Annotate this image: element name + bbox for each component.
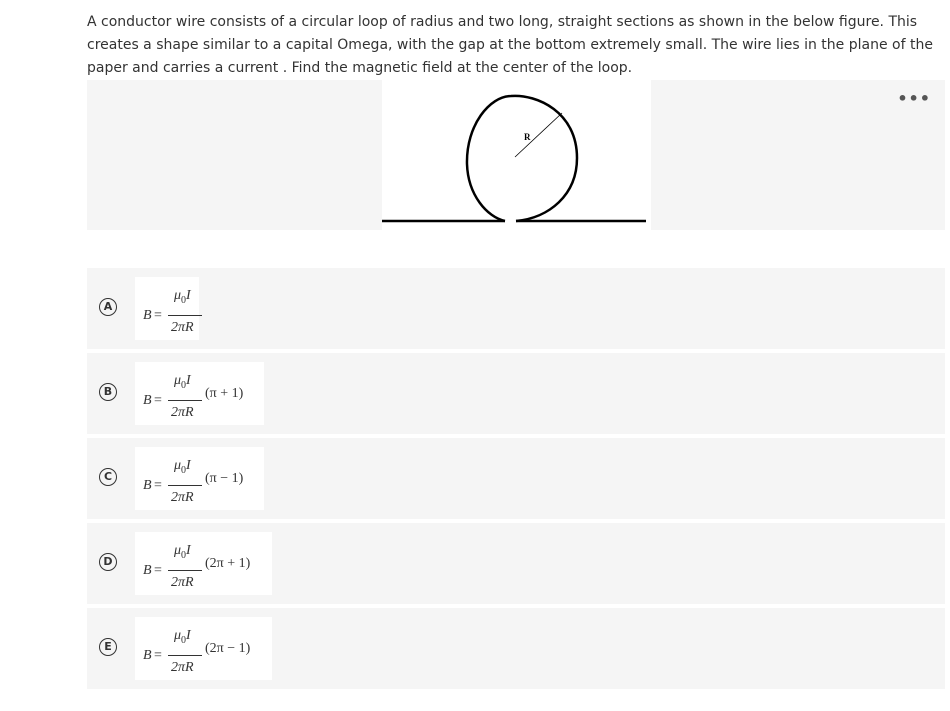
formula-denominator: 2πR [171,320,194,335]
formula-numerator: $\mu_0I$ [174,288,191,306]
formula-factor: (2π − 1) [205,641,251,656]
option-formula [135,532,272,595]
question-text: A conductor wire consists of a circular loop of radius and two long, straight sections as shown in the below figure. This creates a shape similar to a capital Omega, with the gap at the bottom extremely small. The wire lies in the plane of the paper and carries a current . Find the magnetic field at the center of the loop. [87,14,933,76]
option-letter-badge: C [99,468,117,486]
formula-equals: = [154,308,162,323]
formula-denominator: 2πR [171,490,194,505]
fraction-bar [168,400,202,401]
formula-equals: = [154,563,162,578]
formula-lhs: B [143,563,152,578]
formula-lhs: B [143,308,152,323]
option-formula [135,617,272,680]
radius-label: R [524,132,531,142]
formula-denominator: 2πR [171,575,194,590]
fraction-bar [168,485,202,486]
fraction-bar [168,655,202,656]
more-options-icon[interactable]: ••• [897,89,931,108]
formula-denominator: 2πR [171,660,194,675]
option-letter-badge: A [99,298,117,316]
omega-wire-diagram [382,80,651,230]
formula-lhs: B [143,478,152,493]
option-letter-badge: D [99,553,117,571]
formula-equals: = [154,648,162,663]
option-letter-badge: E [99,638,117,656]
formula-numerator: $\mu_0I$ [174,458,191,476]
figure-panel [87,80,945,230]
fraction-bar [168,570,202,571]
radius-line [515,113,562,157]
omega-figure [382,80,651,230]
formula-equals: = [154,393,162,408]
formula-factor: (π + 1) [205,386,244,401]
option-formula [135,447,264,510]
option-formula [135,277,199,340]
formula-numerator: $\mu_0I$ [174,373,191,391]
fraction-bar [168,315,202,316]
option-b[interactable] [87,353,945,434]
option-a[interactable] [87,268,945,349]
formula-numerator: $\mu_0I$ [174,543,191,561]
formula-factor: (π − 1) [205,471,244,486]
formula-lhs: B [143,648,152,663]
option-e[interactable] [87,608,945,689]
formula-factor: (2π + 1) [205,556,251,571]
formula-numerator: $\mu_0I$ [174,628,191,646]
option-formula [135,362,264,425]
option-d[interactable] [87,523,945,604]
option-letter-badge: B [99,383,117,401]
formula-lhs: B [143,393,152,408]
formula-denominator: 2πR [171,405,194,420]
formula-equals: = [154,478,162,493]
option-c[interactable] [87,438,945,519]
